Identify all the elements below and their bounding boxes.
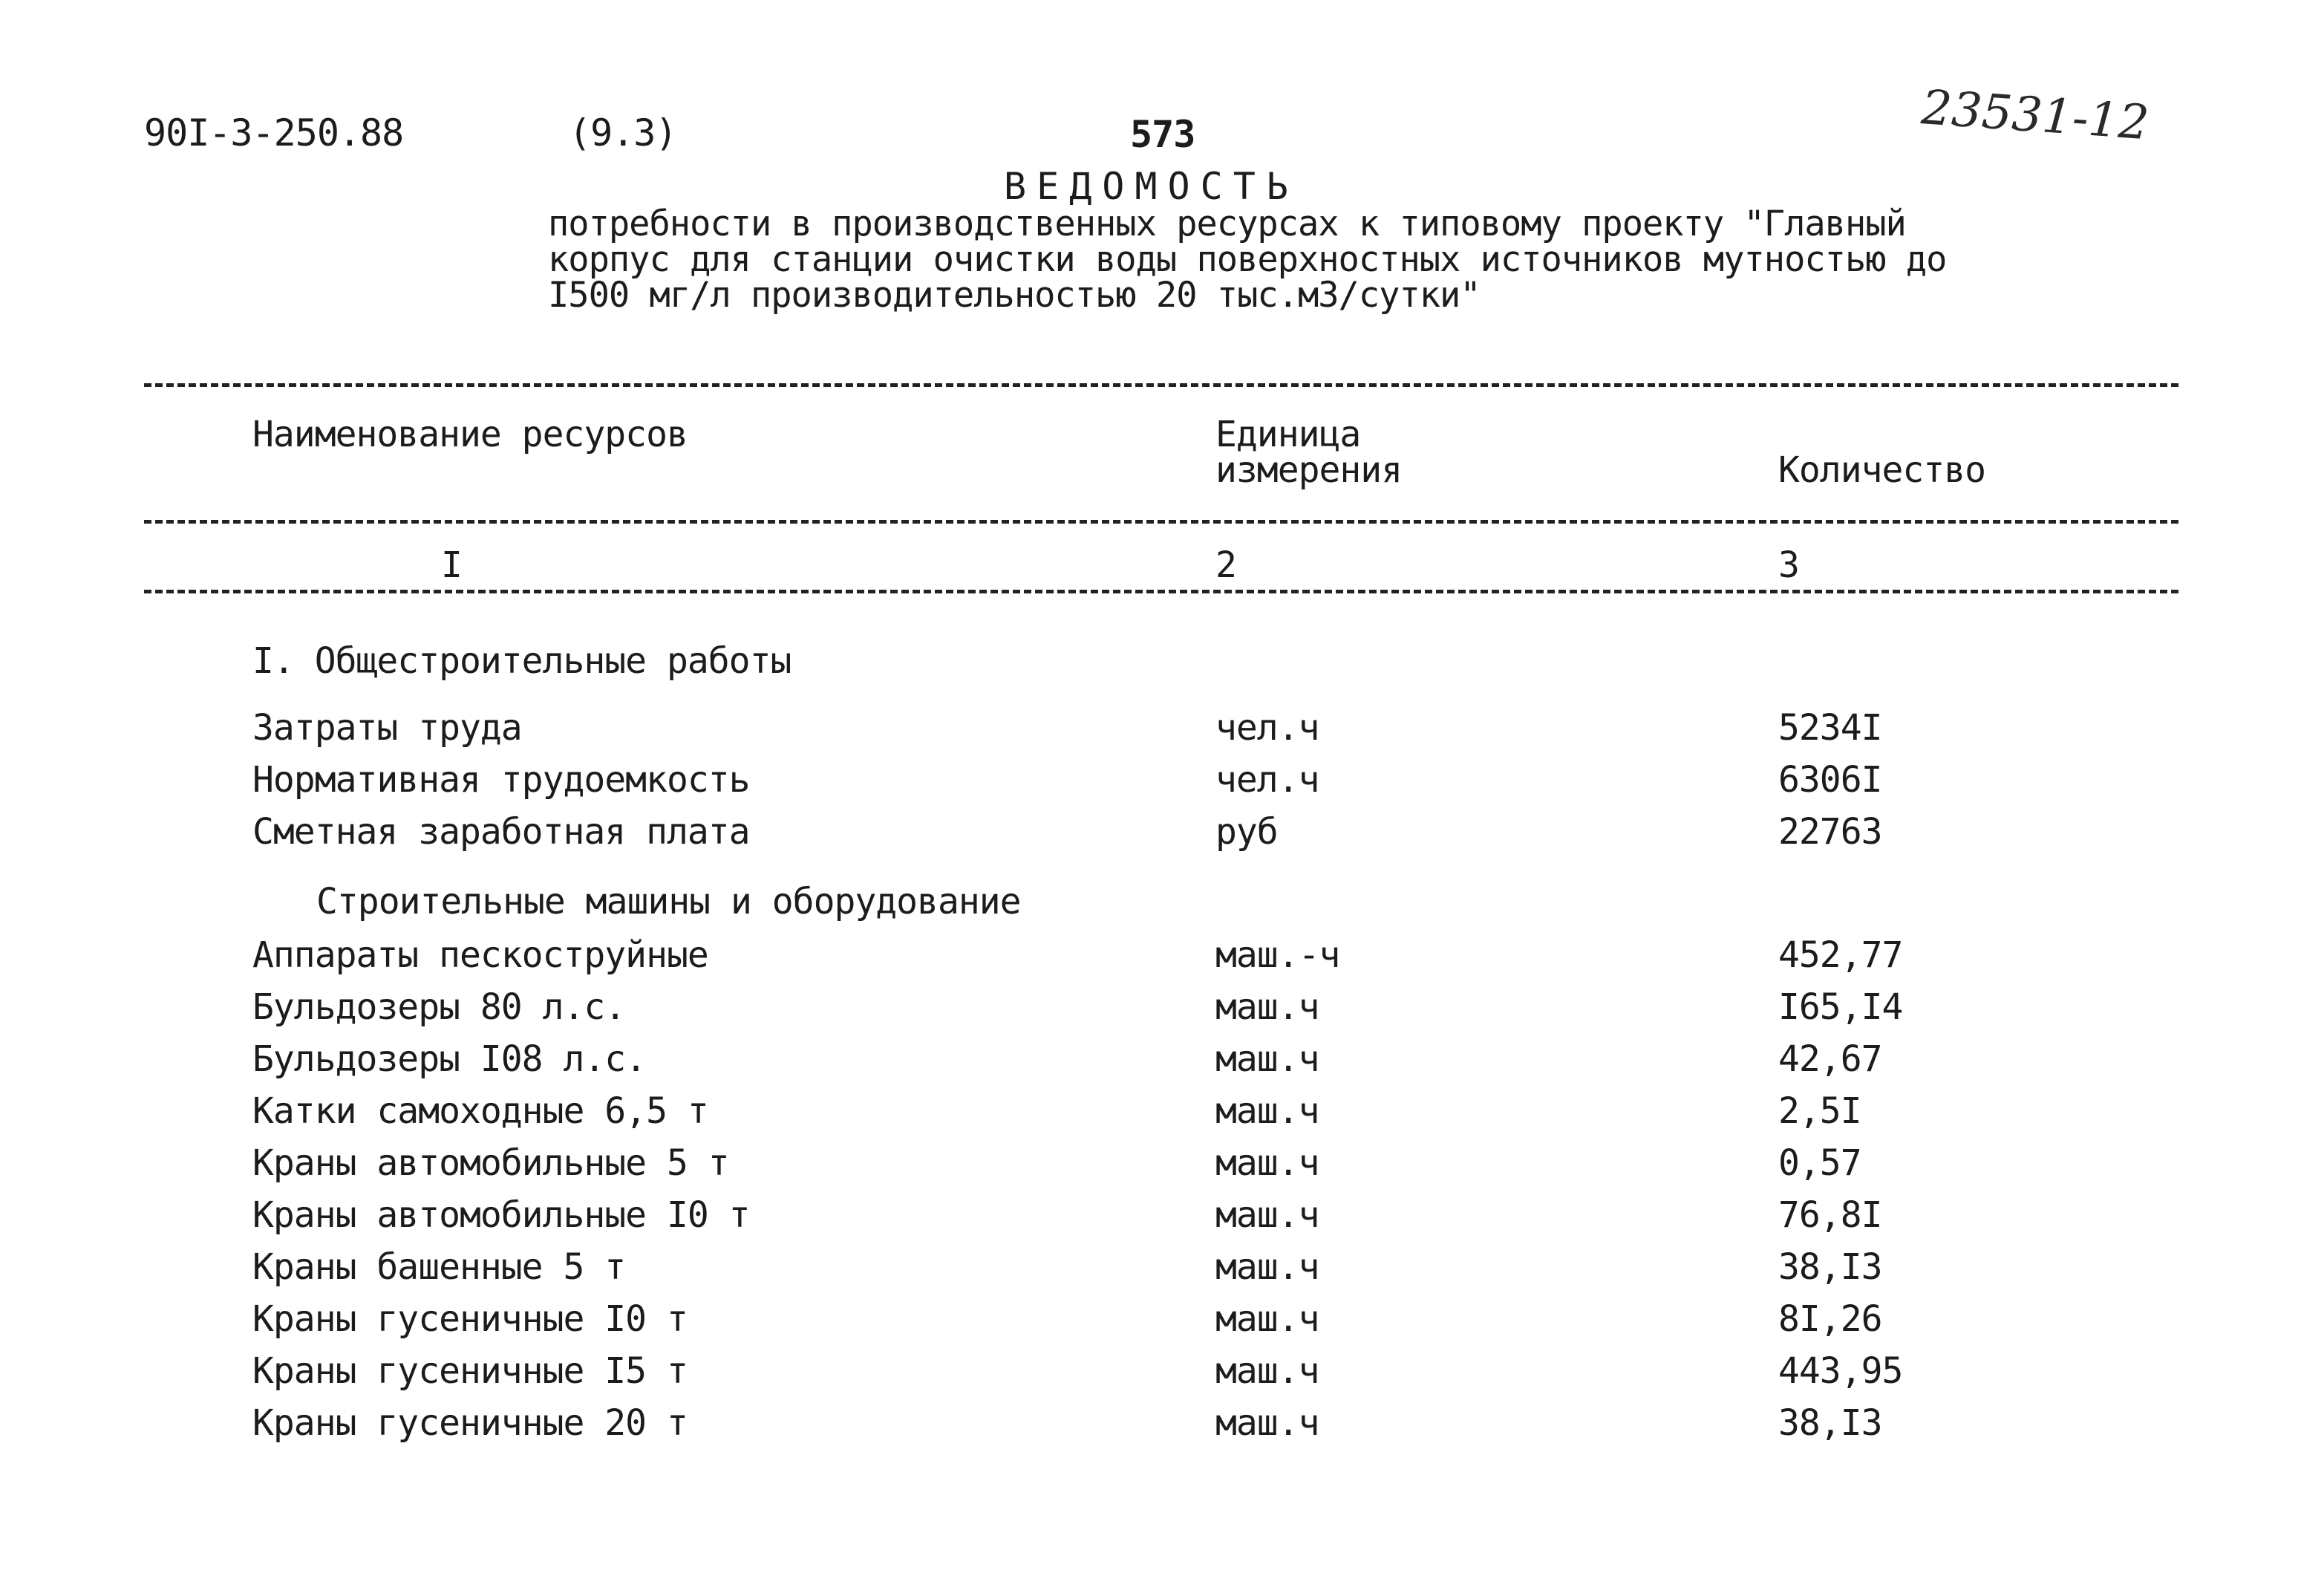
resource-name: Краны автомобильные I0 т: [252, 1194, 750, 1236]
resource-quantity: I65,I4: [1778, 986, 1903, 1028]
resource-quantity: 6306I: [1778, 759, 1882, 801]
table-row: [0, 1246, 2324, 1294]
subsection-title: Строительные машины и оборудование: [316, 881, 1021, 922]
resource-unit: руб: [1215, 811, 1278, 853]
table-row: [0, 934, 2324, 982]
column-header-name: Наименование ресурсов: [252, 414, 688, 455]
resource-quantity: 42,67: [1778, 1038, 1882, 1080]
resource-unit: маш.ч: [1215, 1090, 1319, 1132]
resource-unit: маш.ч: [1215, 1038, 1319, 1080]
table-row: [0, 1090, 2324, 1138]
document-title: ВЕДОМОСТЬ: [1004, 165, 1299, 208]
document-code: 90I-3-250.88: [144, 111, 404, 154]
column-header-unit-line2: измерения: [1215, 449, 1403, 491]
resource-unit: маш.ч: [1215, 986, 1319, 1028]
resource-unit: маш.ч: [1215, 1142, 1319, 1184]
resource-quantity: 38,I3: [1778, 1246, 1882, 1288]
resource-unit: маш.-ч: [1215, 934, 1340, 976]
section-reference: (9.3): [569, 111, 677, 154]
column-header-quantity: Количество: [1778, 449, 1985, 491]
table-top-rule: [144, 383, 2178, 387]
table-row: [0, 986, 2324, 1034]
subtitle-line-3: I500 мг/л производительностью 20 тыс.м3/сутки": [548, 275, 1481, 316]
resource-quantity: 2,5I: [1778, 1090, 1861, 1132]
resource-name: Краны гусеничные I0 т: [252, 1298, 688, 1340]
table-row: [0, 707, 2324, 755]
column-number-3: 3: [1778, 544, 1799, 586]
header-bottom-rule: [144, 520, 2178, 524]
resource-quantity: 5234I: [1778, 707, 1882, 749]
resource-quantity: 0,57: [1778, 1142, 1861, 1184]
resource-quantity: 22763: [1778, 811, 1882, 853]
resource-name: Краны гусеничные 20 т: [252, 1402, 688, 1444]
column-number-1: I: [441, 544, 462, 586]
resource-unit: чел.ч: [1215, 759, 1319, 801]
resource-quantity: 8I,26: [1778, 1298, 1882, 1340]
resource-unit: чел.ч: [1215, 707, 1319, 749]
handwritten-number: 23531-12: [1919, 80, 2151, 152]
resource-unit: маш.ч: [1215, 1350, 1319, 1392]
resource-unit: маш.ч: [1215, 1402, 1319, 1444]
resource-quantity: 76,8I: [1778, 1194, 1882, 1236]
resource-name: Краны гусеничные I5 т: [252, 1350, 688, 1392]
column-number-rule: [144, 590, 2178, 593]
resource-quantity: 452,77: [1778, 934, 1903, 976]
resource-unit: маш.ч: [1215, 1298, 1319, 1340]
table-row: [0, 1298, 2324, 1346]
subtitle-line-2: корпус для станции очистки воды поверхностных источников мутностью до: [548, 239, 1947, 280]
table-row: [0, 1194, 2324, 1242]
resource-name: Затраты труда: [252, 707, 522, 749]
column-header-unit-line1: Единица: [1215, 414, 1361, 455]
table-row: [0, 759, 2324, 807]
table-row: [0, 1038, 2324, 1086]
subtitle-line-1: потребности в производственных ресурсах к типовому проекту "Главный: [548, 204, 1906, 244]
resource-name: Краны башенные 5 т: [252, 1246, 626, 1288]
resource-unit: маш.ч: [1215, 1194, 1319, 1236]
table-row: [0, 1402, 2324, 1450]
page-number: 573: [1130, 113, 1195, 156]
resource-name: Краны автомобильные 5 т: [252, 1142, 729, 1184]
resource-quantity: 38,I3: [1778, 1402, 1882, 1444]
resource-name: Аппараты пескоструйные: [252, 934, 708, 976]
column-number-2: 2: [1215, 544, 1236, 586]
table-row: [0, 1350, 2324, 1398]
resource-name: Нормативная трудоемкость: [252, 759, 750, 801]
table-row: [0, 811, 2324, 859]
resource-name: Катки самоходные 6,5 т: [252, 1090, 708, 1132]
resource-name: Бульдозеры I08 л.с.: [252, 1038, 647, 1080]
resource-name: Бульдозеры 80 л.с.: [252, 986, 626, 1028]
resource-name: Сметная заработная плата: [252, 811, 750, 853]
section-title: I. Общестроительные работы: [252, 640, 791, 682]
resource-unit: маш.ч: [1215, 1246, 1319, 1288]
resource-quantity: 443,95: [1778, 1350, 1903, 1392]
table-row: [0, 1142, 2324, 1190]
